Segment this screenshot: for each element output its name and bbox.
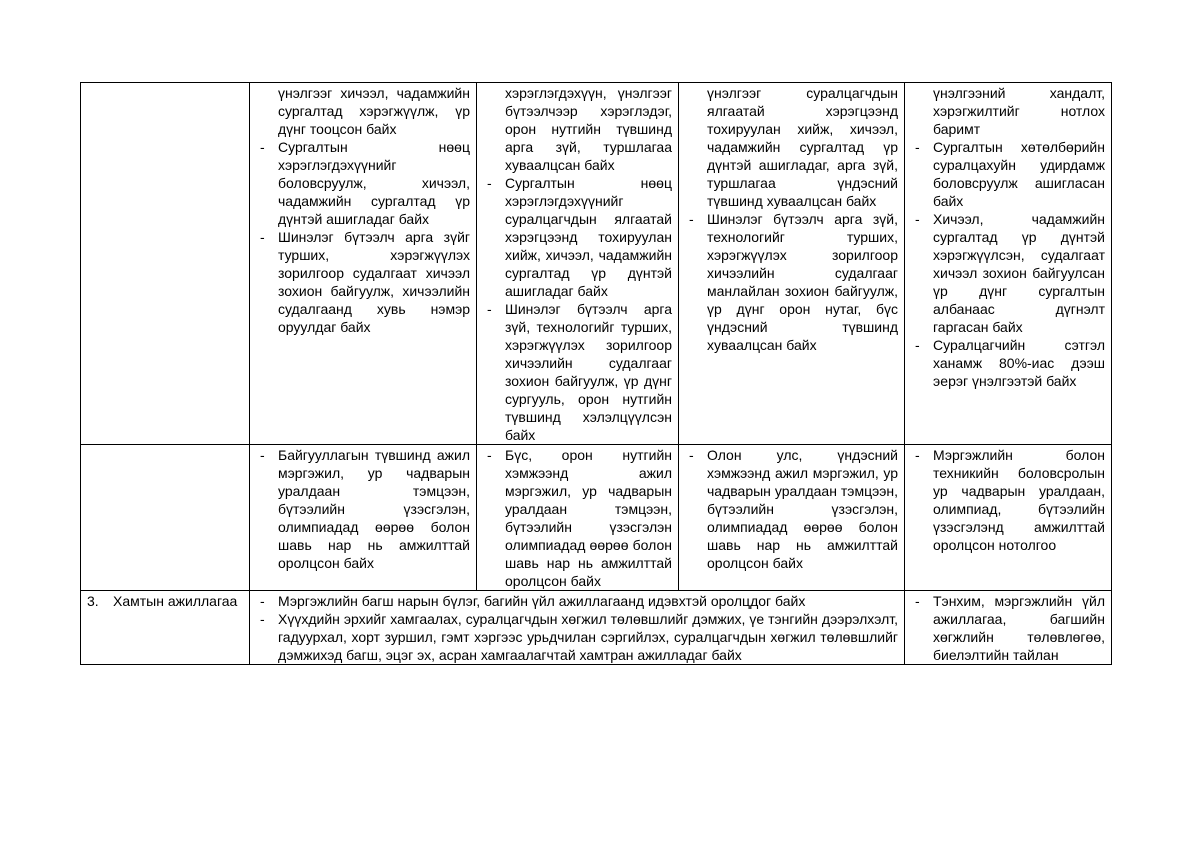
list-item: үнэлгээг хичээл, чадамжийн сургалтад хэрэгжүүлж, үр дүнг тооцсон байх bbox=[278, 85, 470, 137]
table-row bbox=[81, 83, 1112, 445]
list-item: - Сургалтын хөтөлбөрийн суралцахуйн удирдамж боловсруулж ашигласан байх bbox=[911, 138, 1105, 210]
category-cell bbox=[81, 445, 250, 591]
list-item: үнэлгээг суралцагчдын ялгаатай хэрэгцээнд тохируулан хийж, хичээл, чадамжийн сургалтад үр дүнтэй ашигладаг, арга зүй, туршлагаа үндэсний түвшинд хуваалцсан байх bbox=[707, 85, 898, 209]
list-item: - Олон улс, үндэсний хэмжээнд ажил мэргэжил, ур чадварын уралдаан тэмцээн, бүтээлийн үзэсгэлэн, олимпиадад өөрөө болон шавь нар нь амжилттай оролцсон байх bbox=[685, 446, 898, 572]
list-item: - Сургалтын нөөц хэрэглэгдэхүүнийг суралцагчдын ялгаатай хэрэгцээнд тохируулан хийж, хичээл, чадамжийн сургалтад үр дүнтэй ашигладаг байх bbox=[483, 174, 672, 300]
table-row bbox=[81, 445, 1112, 591]
evidence-cell bbox=[905, 445, 1112, 591]
list-item: - Шинэлэг бүтээлч арга зүй, технологийг турших, хэрэгжүүлэх зорилгоор хичээлийн судалгааг манлайлан зохион байгуулж, үр дүнг орон нутаг, бүс үндэсний түвшинд хуваалцсан байх bbox=[685, 210, 898, 354]
list-item: - Байгууллагын түвшинд ажил мэргэжил, ур чадварын уралдаан тэмцээн, бүтээлийн үзэсгэлэн, олимпиадад өөрөө болон шавь нар нь амжилттай оролцсон байх bbox=[256, 446, 470, 572]
table-row bbox=[81, 591, 1112, 665]
list-item: хэрэглэгдэхүүн, үнэлгээг бүтээлчээр хэрэглэдэг, орон нутгийн түвшинд арга зүй, туршлагаа хуваалцсан байх bbox=[505, 85, 672, 173]
list-item: - Мэргэжлийн болон техникийн боловсролын ур чадварын уралдаан, олимпиад, бүтээлийн үзэсгэлэнд амжилттай оролцсон нотолгоо bbox=[911, 446, 1105, 554]
section-3-evidence-cell bbox=[905, 591, 1112, 665]
list-item: - Тэнхим, мэргэжлийн үйл ажиллагаа, багшийн хөгжлийн төлөвлөгөө, биелэлтийн тайлан bbox=[911, 592, 1105, 664]
level-1-cell bbox=[250, 83, 477, 445]
list-item: - Сургалтын нөөц хэрэглэгдэхүүнийг боловсруулж, хичээл, чадамжийн сургалтад үр дүнтэй ашигладаг байх bbox=[256, 138, 470, 228]
level-2-cell bbox=[477, 445, 679, 591]
criteria-table bbox=[80, 82, 1112, 665]
list-item: - Хүүхдийн эрхийг хамгаалах, суралцагчдын хөгжил төлөвшлийг дэмжих, үе тэнгийн дээрэлхэлт, гадуурхал, хорт зуршил, гэмт хэргээс урьдчилан сэргийлэх, суралцагчдын хөгжил төлөвшлийг дэмжихэд багш, эцэг эх, асран хамгаалагчтай хамтран ажилладаг байх bbox=[256, 610, 898, 664]
category-cell bbox=[81, 83, 250, 445]
list-item: - Шинэлэг бүтээлч арга зүй, технологийг турших, хэрэгжүүлэх зорилгоор хичээлийн судалгааг зохион байгуулж, үр дүнг сургууль, орон нутгийн түвшинд хэлэлцүүлсэн байх bbox=[483, 300, 672, 444]
list-item: - Суралцагчийн сэтгэл ханамж 80%-иас дээш эерэг үнэлгээтэй байх bbox=[911, 336, 1105, 390]
list-item: үнэлгээний хандалт, хэрэгжилтийг нотлох баримт bbox=[933, 85, 1105, 137]
section-title: Хамтын ажиллагаа bbox=[113, 593, 238, 609]
level-1-cell bbox=[250, 445, 477, 591]
list-item: - Бүс, орон нутгийн хэмжээнд ажил мэргэжил, ур чадварын уралдаан тэмцээн, бүтээлийн үзэсгэлэн олимпиадад өөрөө болон шавь нар нь амжилттай оролцсон байх bbox=[483, 446, 672, 590]
section-number: 3. bbox=[87, 593, 99, 609]
list-item: - Шинэлэг бүтээлч арга зүйг турших, хэрэгжүүлэх зорилгоор судалгаат хичээл зохион байгуулж, хичээлийн судалгаанд хувь нэмэр оруулдаг байх bbox=[256, 228, 470, 336]
level-3-cell bbox=[679, 83, 905, 445]
level-2-cell bbox=[477, 83, 679, 445]
section-3-criteria-cell bbox=[250, 591, 905, 665]
level-3-cell bbox=[679, 445, 905, 591]
list-item: - Мэргэжлийн багш нарын бүлэг, багийн үйл ажиллагаанд идэвхтэй оролцдог байх bbox=[256, 592, 898, 610]
evidence-cell bbox=[905, 83, 1112, 445]
section-3-title-cell bbox=[81, 591, 250, 665]
list-item: - Хичээл, чадамжийн сургалтад үр дүнтэй хэрэгжүүлсэн, судалгаат хичээл зохион байгуулсан үр дүнг сургалтын албанаас дүгнэлт гаргасан байх bbox=[911, 210, 1105, 336]
